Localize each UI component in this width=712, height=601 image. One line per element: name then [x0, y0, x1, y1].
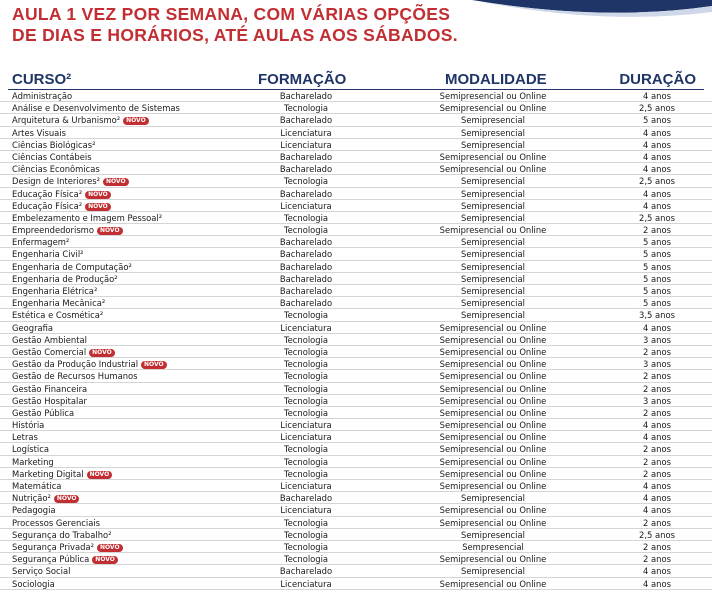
course-label: Gestão da Produção Industrial: [12, 359, 139, 370]
duration-value: 4 anos: [643, 566, 671, 577]
modality-value: Semipresencial: [461, 566, 525, 577]
formation-value: Licenciatura: [280, 432, 332, 443]
course-name: [12, 358, 167, 370]
duration-value: 2 anos: [643, 371, 671, 382]
modality-value: Semipresencial: [461, 139, 525, 150]
course-label: Gestão Ambiental: [12, 334, 87, 345]
formation-value: Bacharelado: [279, 286, 333, 296]
modality-value: Semipresencial ou Online: [439, 444, 547, 455]
duration-value: 2 anos: [643, 554, 671, 565]
modality-value: Semipresencial ou Online: [439, 517, 547, 528]
course-label: Engenharia Civil²: [12, 249, 84, 260]
table-row: [0, 492, 712, 504]
modality-value: Semipresencial ou Online: [439, 346, 547, 357]
modality-value: Semipresencial ou Online: [439, 554, 547, 565]
course-label: Letras: [12, 432, 38, 443]
modality-value: Semipresencial ou Online: [439, 578, 547, 589]
duration-value: 2 anos: [643, 407, 671, 418]
course-name: [12, 553, 118, 565]
modality-value: Semipresencial: [461, 249, 525, 260]
formation-value: Licenciatura: [280, 200, 332, 211]
formation-value: Licenciatura: [280, 505, 332, 516]
duration-value: 5 anos: [643, 261, 671, 272]
formation-value: Tecnologia: [283, 176, 329, 187]
course-label: Gestão Pública: [12, 407, 75, 418]
new-badge: NOVO: [123, 117, 149, 125]
course-label: Enfermagem²: [12, 237, 70, 248]
duration-value: 4 anos: [643, 505, 671, 516]
headline-line-2: DE DIAS E HORÁRIOS, ATÉ AULAS AOS SÁBADOS.: [12, 25, 458, 45]
course-name: [12, 309, 103, 321]
table-row: [0, 248, 712, 260]
course-label: Educação Física²: [12, 188, 83, 199]
modality-value: Semipresencial ou Online: [439, 468, 547, 479]
duration-value: 5 anos: [643, 286, 671, 296]
formation-value: Tecnologia: [283, 541, 329, 552]
duration-value: 4 anos: [643, 493, 671, 504]
formation-value: Tecnologia: [283, 225, 329, 236]
formation-value: Licenciatura: [280, 578, 332, 589]
formation-value: Tecnologia: [283, 103, 329, 114]
modality-value: Semipresencial ou Online: [439, 383, 547, 394]
course-label: Matemática: [12, 481, 62, 491]
modality-value: Semipresencial ou Online: [439, 420, 547, 431]
duration-value: 5 anos: [643, 249, 671, 260]
formation-value: Bacharelado: [279, 151, 333, 162]
course-label: Empreendedorismo: [12, 225, 94, 236]
course-name: [12, 431, 38, 443]
formation-value: Bacharelado: [279, 188, 333, 199]
duration-value: 4 anos: [643, 139, 671, 150]
table-row: [0, 443, 712, 455]
modality-value: Semipresencial: [461, 188, 525, 199]
modality-value: Semipresencial: [461, 127, 525, 138]
course-name: [12, 443, 49, 455]
course-name: [12, 541, 123, 553]
formation-value: Tecnologia: [283, 468, 329, 479]
formation-value: Bacharelado: [279, 249, 333, 260]
modality-value: Semipresencial ou Online: [439, 322, 547, 333]
course-name: [12, 504, 56, 516]
formation-value: Tecnologia: [283, 334, 329, 345]
duration-value: 4 anos: [643, 164, 671, 175]
course-name: [12, 224, 123, 236]
course-label: Educação Física²: [12, 200, 83, 211]
modality-value: Semipresencial ou Online: [439, 164, 547, 175]
modality-value: Semipresencial: [461, 176, 525, 187]
course-name: [12, 273, 118, 285]
formation-value: Tecnologia: [283, 346, 329, 357]
duration-value: 4 anos: [643, 481, 671, 491]
course-label: Engenharia Elétrica²: [12, 286, 98, 296]
duration-value: 4 anos: [643, 578, 671, 589]
course-label: Marketing Digital: [12, 468, 84, 479]
table-row: [0, 407, 712, 419]
table-row: [0, 504, 712, 516]
course-label: Gestão Financeira: [12, 383, 88, 394]
course-name: [12, 114, 149, 126]
new-badge: NOVO: [97, 544, 123, 552]
course-name: [12, 175, 129, 187]
modality-value: Semipresencial ou Online: [439, 151, 547, 162]
duration-value: 5 anos: [643, 115, 671, 126]
duration-value: 2 anos: [643, 517, 671, 528]
course-label: Logística: [12, 444, 49, 455]
duration-value: 3 anos: [643, 359, 671, 370]
course-label: Ciências Biológicas²: [12, 139, 96, 150]
formation-value: Tecnologia: [283, 383, 329, 394]
course-label: Administração: [12, 91, 73, 101]
course-name: [12, 163, 100, 175]
table-row: [0, 309, 712, 321]
course-label: História: [12, 420, 45, 431]
table-row: [0, 346, 712, 358]
table-row: [0, 188, 712, 200]
new-badge: NOVO: [85, 191, 111, 199]
duration-value: 2,5 anos: [639, 529, 675, 540]
course-name: [12, 261, 132, 273]
formation-value: Bacharelado: [279, 115, 333, 126]
modality-value: Semipresencial: [461, 237, 525, 248]
course-name: [12, 529, 112, 541]
new-badge: NOVO: [97, 227, 123, 235]
course-name: [12, 370, 138, 382]
duration-value: 3,5 anos: [639, 310, 675, 321]
modality-value: Semipresencial ou Online: [439, 481, 547, 491]
course-name: [12, 200, 111, 212]
formation-value: Licenciatura: [280, 420, 332, 431]
duration-value: 3 anos: [643, 334, 671, 345]
duration-value: 4 anos: [643, 127, 671, 138]
course-name: [12, 346, 115, 358]
course-label: Segurança do Trabalho²: [12, 529, 112, 540]
modality-value: Semipresencial ou Online: [439, 91, 547, 101]
table-row: [0, 127, 712, 139]
table-row: [0, 139, 712, 151]
course-name: [12, 139, 95, 151]
formation-value: Licenciatura: [280, 322, 332, 333]
modality-value: Semipresencial ou Online: [439, 432, 547, 443]
course-label: Análise e Desenvolvimento de Sistemas: [12, 103, 180, 114]
formation-value: Licenciatura: [280, 139, 332, 150]
new-badge: NOVO: [141, 361, 167, 369]
table-row: [0, 370, 712, 382]
table-row: [0, 517, 712, 529]
formation-value: Bacharelado: [279, 566, 333, 577]
headline-line-1: AULA 1 VEZ POR SEMANA, COM VÁRIAS OPÇÕES: [12, 4, 451, 24]
table-row: [0, 468, 712, 480]
formation-value: Tecnologia: [283, 395, 329, 406]
course-name: [12, 383, 87, 395]
course-label: Engenharia de Computação²: [12, 261, 132, 272]
table-row: [0, 163, 712, 175]
course-label: Geografia: [12, 322, 54, 333]
decorative-swoosh: [452, 0, 712, 32]
table-row: [0, 383, 712, 395]
table-row: [0, 90, 712, 102]
duration-value: 2 anos: [643, 444, 671, 455]
modality-value: Semipresencial: [461, 200, 525, 211]
new-badge: NOVO: [54, 495, 80, 503]
modality-value: Semipresencial: [461, 493, 525, 504]
duration-value: 4 anos: [643, 322, 671, 333]
course-label: Gestão de Recursos Humanos: [12, 371, 138, 382]
course-name: [12, 90, 72, 102]
course-name: [12, 102, 180, 114]
modality-value: Semipresencial: [461, 298, 525, 309]
table-row: [0, 285, 712, 297]
table-row: [0, 480, 712, 492]
course-name: [12, 480, 61, 492]
formation-value: Bacharelado: [279, 237, 333, 248]
course-name: [12, 188, 111, 200]
course-label: Arquitetura & Urbanismo²: [12, 115, 121, 126]
course-name: [12, 395, 87, 407]
course-label: Ciências Contábeis: [12, 151, 92, 162]
formation-value: Licenciatura: [280, 127, 332, 138]
formation-value: Bacharelado: [279, 91, 333, 101]
formation-value: Bacharelado: [279, 164, 333, 175]
duration-value: 4 anos: [643, 91, 671, 101]
formation-value: Tecnologia: [283, 517, 329, 528]
course-name: [12, 517, 100, 529]
modality-value: Semipresencial ou Online: [439, 225, 547, 236]
course-table: [0, 90, 712, 590]
modality-value: Semipresencial: [461, 529, 525, 540]
duration-value: 4 anos: [643, 420, 671, 431]
modality-value: Sempresencial: [462, 541, 524, 552]
formation-value: Tecnologia: [283, 359, 329, 370]
course-label: Segurança Pública: [12, 554, 90, 565]
course-name: [12, 419, 44, 431]
formation-value: Bacharelado: [279, 273, 333, 284]
formation-value: Tecnologia: [283, 371, 329, 382]
course-label: Embelezamento e Imagem Pessoal²: [12, 212, 163, 223]
modality-value: Semipresencial ou Online: [439, 359, 547, 370]
modality-value: Semipresencial ou Online: [439, 407, 547, 418]
modality-value: Semipresencial: [461, 212, 525, 223]
duration-value: 2 anos: [643, 383, 671, 394]
formation-value: Tecnologia: [283, 407, 329, 418]
duration-value: 3 anos: [643, 395, 671, 406]
table-row: [0, 114, 712, 126]
table-row: [0, 419, 712, 431]
formation-value: Tecnologia: [283, 444, 329, 455]
table-row: [0, 297, 712, 309]
duration-value: 2,5 anos: [639, 103, 675, 114]
course-name: [12, 285, 97, 297]
course-name: [12, 236, 69, 248]
modality-value: Semipresencial ou Online: [439, 334, 547, 345]
new-badge: NOVO: [87, 471, 113, 479]
course-label: Gestão Hospitalar: [12, 395, 87, 406]
formation-value: Licenciatura: [280, 481, 332, 491]
header-course: CURSO²: [12, 71, 72, 88]
formation-value: Tecnologia: [283, 529, 329, 540]
table-row: [0, 529, 712, 541]
table-row: [0, 175, 712, 187]
modality-value: Semipresencial ou Online: [439, 103, 547, 114]
table-row: [0, 553, 712, 565]
course-label: Processos Gerenciais: [12, 517, 101, 528]
table-row: [0, 456, 712, 468]
course-label: Artes Visuais: [12, 127, 66, 138]
header-duration: DURAÇÃO: [619, 71, 696, 88]
duration-value: 2 anos: [643, 456, 671, 467]
modality-value: Semipresencial: [461, 273, 525, 284]
course-name: [12, 212, 162, 224]
modality-value: Semipresencial: [461, 261, 525, 272]
formation-value: Tecnologia: [283, 554, 329, 565]
table-header: [0, 70, 712, 89]
duration-value: 4 anos: [643, 200, 671, 211]
duration-value: 4 anos: [643, 432, 671, 443]
formation-value: Bacharelado: [279, 493, 333, 504]
course-label: Segurança Privada²: [12, 541, 94, 552]
modality-value: Semipresencial: [461, 310, 525, 321]
table-row: [0, 261, 712, 273]
course-label: Gestão Comercial: [12, 346, 87, 357]
duration-value: 2 anos: [643, 346, 671, 357]
course-name: [12, 322, 53, 334]
course-name: [12, 248, 84, 260]
table-row: [0, 151, 712, 163]
modality-value: Semipresencial: [461, 115, 525, 126]
course-name: [12, 407, 74, 419]
formation-value: Bacharelado: [279, 261, 333, 272]
course-label: Marketing: [12, 456, 54, 467]
course-label: Serviço Social: [12, 566, 71, 577]
formation-value: Tecnologia: [283, 310, 329, 321]
course-label: Sociologia: [12, 578, 55, 589]
duration-value: 5 anos: [643, 273, 671, 284]
formation-value: Tecnologia: [283, 456, 329, 467]
duration-value: 2 anos: [643, 225, 671, 236]
modality-value: Semipresencial ou Online: [439, 456, 547, 467]
course-name: [12, 456, 54, 468]
duration-value: 5 anos: [643, 237, 671, 248]
course-label: Nutrição²: [12, 493, 51, 504]
table-row: [0, 358, 712, 370]
table-row: [0, 322, 712, 334]
table-row: [0, 273, 712, 285]
table-row: [0, 334, 712, 346]
course-label: Estética e Cosmética²: [12, 310, 104, 321]
duration-value: 2,5 anos: [639, 176, 675, 187]
duration-value: 2,5 anos: [639, 212, 675, 223]
table-row: [0, 212, 712, 224]
duration-value: 5 anos: [643, 298, 671, 309]
table-row: [0, 224, 712, 236]
course-label: Ciências Econômicas: [12, 164, 100, 175]
table-row: [0, 236, 712, 248]
table-row: [0, 541, 712, 553]
table-row: [0, 200, 712, 212]
modality-value: Semipresencial ou Online: [439, 395, 547, 406]
course-name: [12, 565, 70, 577]
table-row: [0, 431, 712, 443]
new-badge: NOVO: [89, 349, 115, 357]
table-row: [0, 578, 712, 590]
duration-value: 4 anos: [643, 151, 671, 162]
course-label: Engenharia de Produção²: [12, 273, 118, 284]
course-label: Engenharia Mecânica²: [12, 298, 106, 309]
modality-value: Semipresencial ou Online: [439, 505, 547, 516]
modality-value: Semipresencial ou Online: [439, 371, 547, 382]
table-row: [0, 395, 712, 407]
duration-value: 2 anos: [643, 541, 671, 552]
course-name: [12, 492, 79, 504]
new-badge: NOVO: [85, 203, 111, 211]
formation-value: Tecnologia: [283, 212, 329, 223]
formation-value: Bacharelado: [279, 298, 333, 309]
course-label: Pedagogia: [12, 505, 56, 516]
course-label: Design de Interiores²: [12, 176, 100, 187]
duration-value: 4 anos: [643, 188, 671, 199]
new-badge: NOVO: [103, 178, 129, 186]
table-row: [0, 565, 712, 577]
headline: [12, 4, 458, 46]
header-modality: MODALIDADE: [445, 71, 547, 88]
course-name: [12, 151, 92, 163]
course-name: [12, 127, 66, 139]
course-name: [12, 468, 112, 480]
new-badge: NOVO: [92, 556, 118, 564]
duration-value: 2 anos: [643, 468, 671, 479]
header-formation: FORMAÇÃO: [258, 71, 347, 88]
modality-value: Semipresencial: [461, 286, 525, 296]
course-name: [12, 578, 55, 590]
course-name: [12, 297, 105, 309]
table-row: [0, 102, 712, 114]
course-name: [12, 334, 87, 346]
